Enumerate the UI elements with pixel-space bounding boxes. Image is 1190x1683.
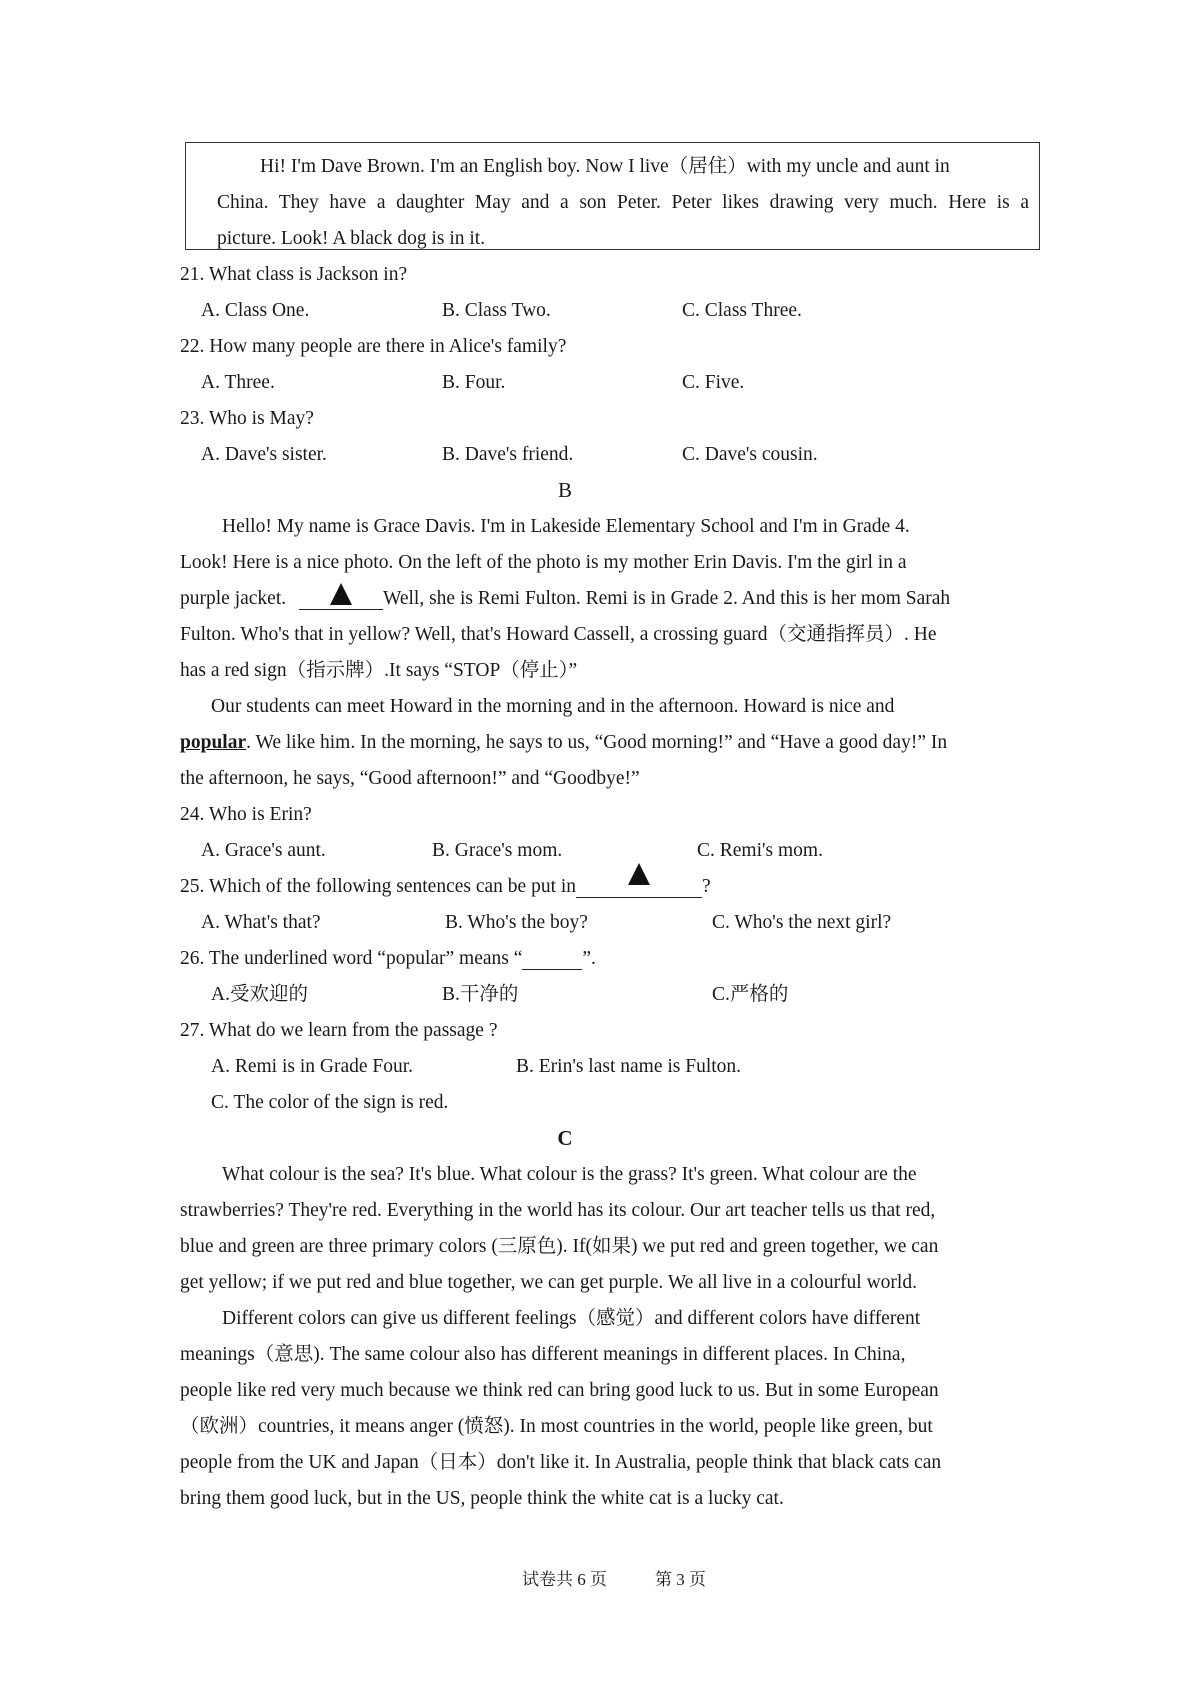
- passage-b-line-3: [180, 589, 950, 610]
- passage-c-line-10: bring them good luck, but in the US, people think the white cat is a lucky cat.: [180, 1488, 784, 1509]
- passage-c-line-4: get yellow; if we put red and blue together, we can get purple. We all live in a colourful world.: [180, 1272, 917, 1293]
- footer-page-number: 第 3 页: [655, 1570, 706, 1589]
- passage-b-line-1: Hello! My name is Grace Davis. I'm in Lakeside Elementary School and I'm in Grade 4.: [222, 516, 910, 537]
- passage-c-line-1: What colour is the sea? It's blue. What colour is the grass? It's green. What colour are the: [222, 1164, 917, 1185]
- q21-option-c: C. Class Three.: [682, 300, 802, 321]
- section-b-heading: B: [557, 478, 572, 502]
- q27-option-b: B. Erin's last name is Fulton.: [516, 1056, 742, 1077]
- passage-c-line-2: strawberries? They're red. Everything in the world has its colour. Our art teacher tells us that red,: [180, 1200, 936, 1221]
- blank-placeholder: [522, 949, 582, 970]
- question-26-stem-b: ”.: [582, 948, 596, 969]
- passage-c-line-8: （欧洲）countries, it means anger (愤怒). In most countries in the world, people like green, but: [180, 1416, 933, 1437]
- question-22: 22. How many people are there in Alice's family?: [180, 336, 567, 357]
- section-c-heading: C: [557, 1126, 573, 1150]
- passage-c-line-6: meanings（意思). The same colour also has different meanings in different places. In China,: [180, 1344, 906, 1365]
- q27-option-c: C. The color of the sign is red.: [211, 1092, 449, 1113]
- passage-b-line-3a: purple jacket.: [180, 588, 287, 609]
- q26-option-c: C.严格的: [712, 984, 789, 1005]
- passage-b-line-7: [180, 733, 947, 753]
- q22-option-c: C. Five.: [682, 372, 745, 393]
- q25-option-b: B. Who's the boy?: [445, 912, 588, 933]
- passage-b-line-5: has a red sign（指示牌）.It says “STOP（停止）”: [180, 660, 578, 681]
- question-26: [180, 949, 596, 970]
- q23-option-b: B. Dave's friend.: [442, 444, 574, 465]
- q26-option-b: B.干净的: [442, 984, 519, 1005]
- box-line-1: Hi! I'm Dave Brown. I'm an English boy. Now I live（居住）with my uncle and aunt in: [260, 156, 950, 177]
- q21-option-b: B. Class Two.: [442, 300, 551, 321]
- q22-option-a: A. Three.: [201, 372, 275, 393]
- passage-b-line-3b: Well, she is Remi Fulton. Remi is in Grade 2. And this is her mom Sarah: [383, 588, 951, 609]
- passage-c-line-5: Different colors can give us different feelings（感觉）and different colors have different: [222, 1308, 921, 1329]
- q25-option-a: A. What's that?: [201, 912, 321, 933]
- q24-option-c: C. Remi's mom.: [697, 840, 823, 861]
- question-26-stem-a: 26. The underlined word “popular” means “: [180, 948, 523, 969]
- footer-total-pages: 试卷共 6 页: [522, 1570, 607, 1589]
- question-25-stem: 25. Which of the following sentences can be put in: [180, 876, 577, 897]
- question-25-end: ?: [702, 876, 711, 897]
- q24-option-b: B. Grace's mom.: [432, 840, 563, 861]
- box-line-3: picture. Look! A black dog is in it.: [217, 228, 486, 249]
- q23-option-c: C. Dave's cousin.: [682, 444, 818, 465]
- q21-option-a: A. Class One.: [201, 300, 310, 321]
- passage-b-line-2: Look! Here is a nice photo. On the left of the photo is my mother Erin Davis. I'm the girl in a: [180, 552, 907, 573]
- triangle-icon: [628, 863, 650, 885]
- blank-placeholder: [299, 589, 383, 610]
- q26-option-a: A.受欢迎的: [211, 984, 308, 1005]
- passage-c-line-7: people like red very much because we think red can bring good luck to us. But in some European: [180, 1380, 939, 1401]
- q27-option-a: A. Remi is in Grade Four.: [211, 1056, 414, 1077]
- passage-c-line-3: blue and green are three primary colors (三原色). If(如果) we put red and green together, we can: [180, 1236, 939, 1257]
- q23-option-a: A. Dave's sister.: [201, 444, 327, 465]
- passage-b-line-7-rest: . We like him. In the morning, he says to us, “Good morning!” and “Have a good day!” In: [246, 732, 948, 753]
- question-25: [180, 877, 711, 898]
- question-23: 23. Who is May?: [180, 408, 314, 429]
- passage-c-line-9: people from the UK and Japan（日本）don't like it. In Australia, people think that black cats can: [180, 1452, 942, 1473]
- question-27: 27. What do we learn from the passage ?: [180, 1020, 498, 1041]
- underlined-word: popular: [180, 732, 247, 753]
- question-21: 21. What class is Jackson in?: [180, 264, 408, 285]
- question-24: 24. Who is Erin?: [180, 804, 312, 825]
- blank-placeholder: [576, 877, 702, 898]
- passage-b-line-4: Fulton. Who's that in yellow? Well, that's Howard Cassell, a crossing guard（交通指挥员）. He: [180, 624, 937, 645]
- triangle-icon: [330, 583, 352, 605]
- box-line-2: China. They have a daughter May and a son Peter. Peter likes drawing very much. Here is a: [217, 192, 1029, 213]
- q24-option-a: A. Grace's aunt.: [201, 840, 326, 861]
- passage-b-line-6: Our students can meet Howard in the morning and in the afternoon. Howard is nice and: [211, 696, 895, 717]
- passage-b-line-8: the afternoon, he says, “Good afternoon!” and “Goodbye!”: [180, 768, 640, 789]
- q22-option-b: B. Four.: [442, 372, 506, 393]
- q25-option-c: C. Who's the next girl?: [712, 912, 892, 933]
